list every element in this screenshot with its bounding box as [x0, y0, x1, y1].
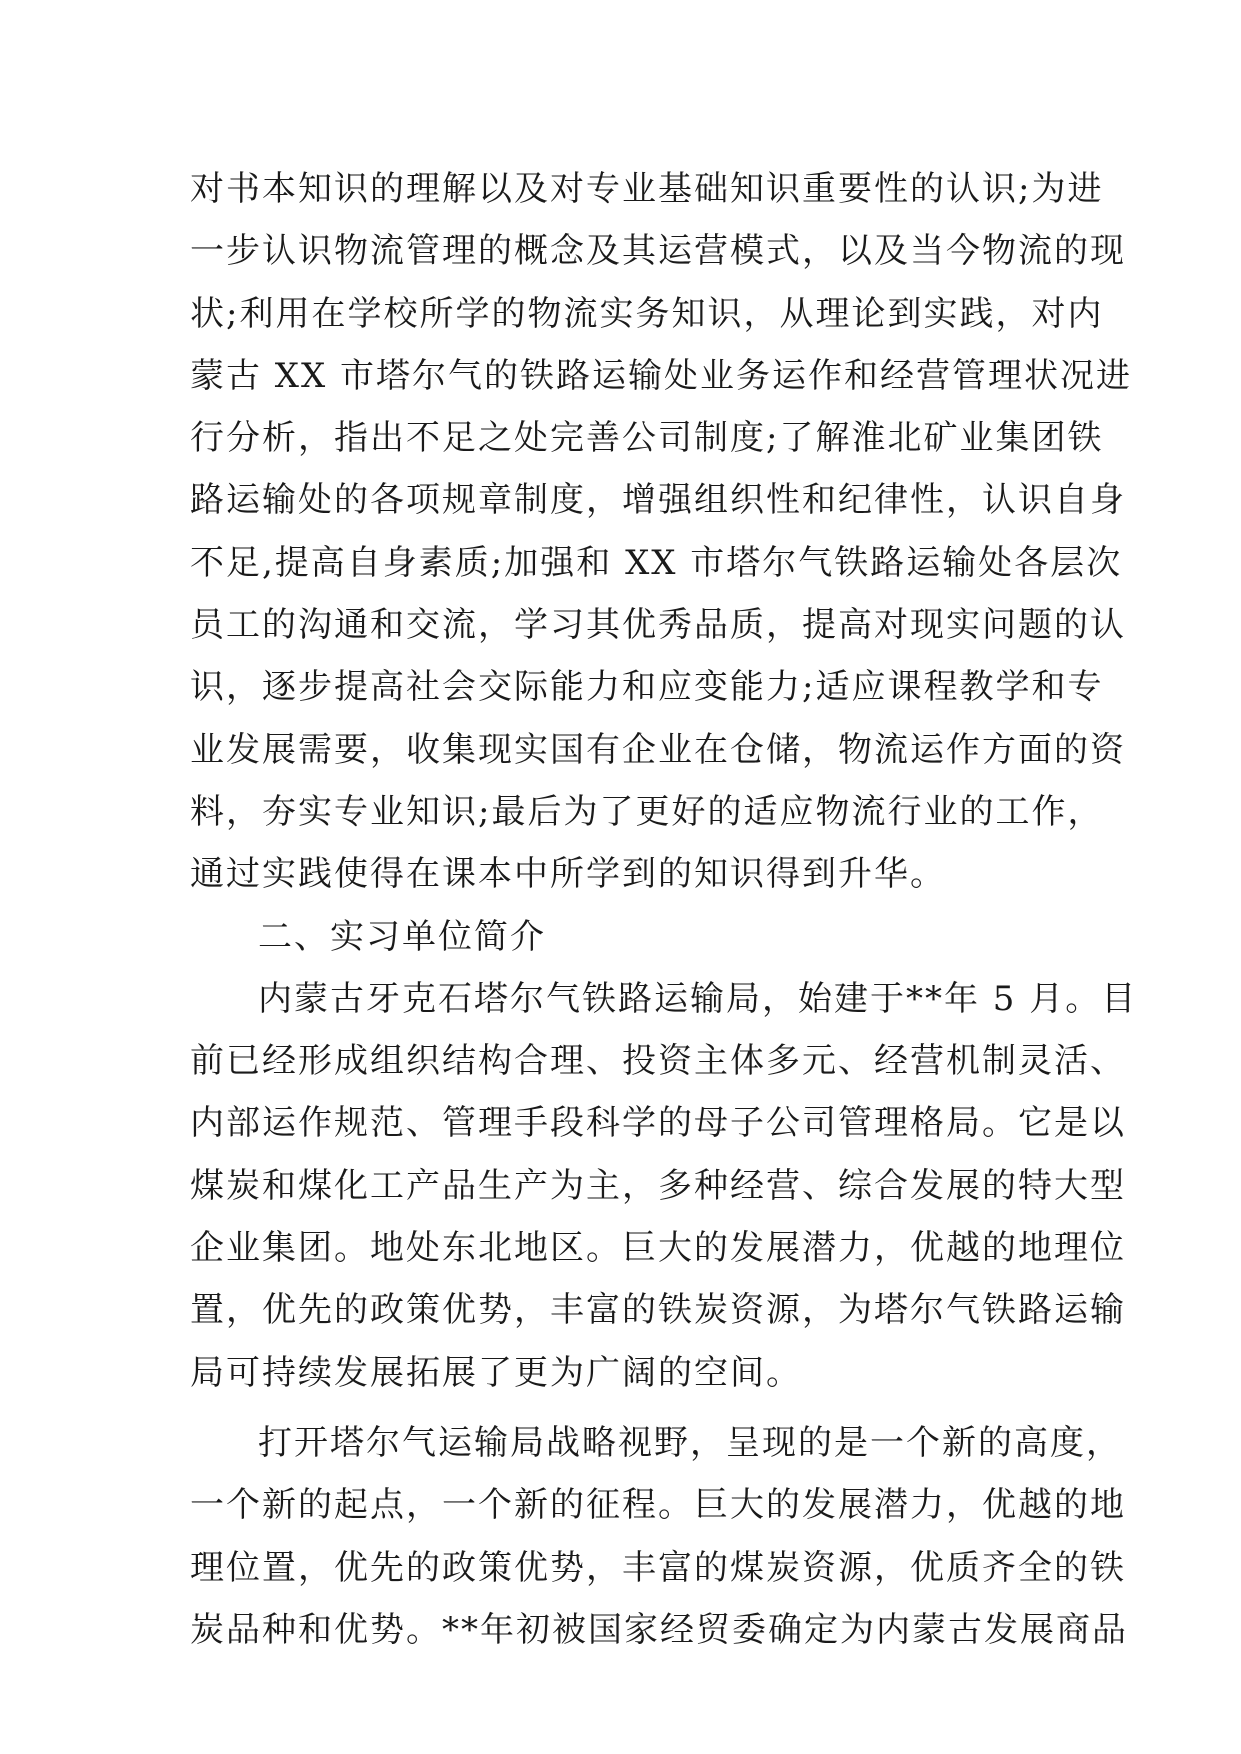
text-line: 行分析，指出不足之处完善公司制度;了解淮北矿业集团铁 [190, 418, 1104, 459]
text-line: 通过实践使得在课本中所学到的知识得到升华。 [190, 854, 946, 895]
text-line: 蒙古 XX 市塔尔气的铁路运输处业务运作和经营管理状况进 [190, 355, 1133, 396]
text-line: 路运输处的各项规章制度，增强组织性和纪律性，认识自身 [190, 480, 1126, 521]
text-line: 局可持续发展拓展了更为广阔的空间。 [190, 1352, 802, 1393]
section-heading [190, 906, 1070, 968]
paragraph-3 [190, 1412, 1128, 1661]
text-line: 理位置，优先的政策优势，丰富的煤炭资源，优质齐全的铁 [190, 1547, 1126, 1588]
text-line: 一步认识物流管理的概念及其运营模式，以及当今物流的现 [190, 231, 1126, 272]
text-line: 员工的沟通和交流，学习其优秀品质，提高对现实问题的认 [190, 605, 1126, 646]
paragraph-1 [190, 158, 1133, 906]
document-body [190, 158, 1138, 1661]
paragraph-2 [190, 968, 1138, 1404]
text-line: 不足,提高自身素质;加强和 XX 市塔尔气铁路运输处各层次 [190, 542, 1123, 583]
text-line: 料，夯实专业知识;最后为了更好的适应物流行业的工作， [190, 791, 1104, 832]
text-line: 置，优先的政策优势，丰富的铁炭资源，为塔尔气铁路运输 [190, 1290, 1126, 1331]
text-line: 对书本知识的理解以及对专业基础知识重要性的认识;为进 [190, 169, 1104, 209]
text-line: 前已经形成组织结构合理、投资主体多元、经营机制灵活、 [190, 1041, 1126, 1082]
text-line: 一个新的起点，一个新的征程。巨大的发展潜力，优越的地 [190, 1485, 1126, 1526]
text-line: 打开塔尔气运输局战略视野，呈现的是一个新的高度， [258, 1422, 1122, 1463]
text-line: 企业集团。地处东北地区。巨大的发展潜力，优越的地理位 [190, 1228, 1126, 1269]
section-heading-text: 二、实习单位简介 [258, 916, 546, 957]
text-line: 业发展需要，收集现实国有企业在仓储，物流运作方面的资 [190, 729, 1126, 770]
text-line: 状;利用在学校所学的物流实务知识，从理论到实践，对内 [190, 293, 1104, 334]
text-line: 内部运作规范、管理手段科学的母子公司管理格局。它是以 [190, 1103, 1126, 1144]
text-line: 识，逐步提高社会交际能力和应变能力;适应课程教学和专 [190, 667, 1104, 708]
text-line: 炭品种和优势。**年初被国家经贸委确定为内蒙古发展商品 [190, 1609, 1128, 1650]
text-line: 内蒙古牙克石塔尔气铁路运输局，始建于**年 5 月。目 [258, 978, 1138, 1019]
text-line: 煤炭和煤化工产品生产为主，多种经营、综合发展的特大型 [190, 1165, 1126, 1206]
